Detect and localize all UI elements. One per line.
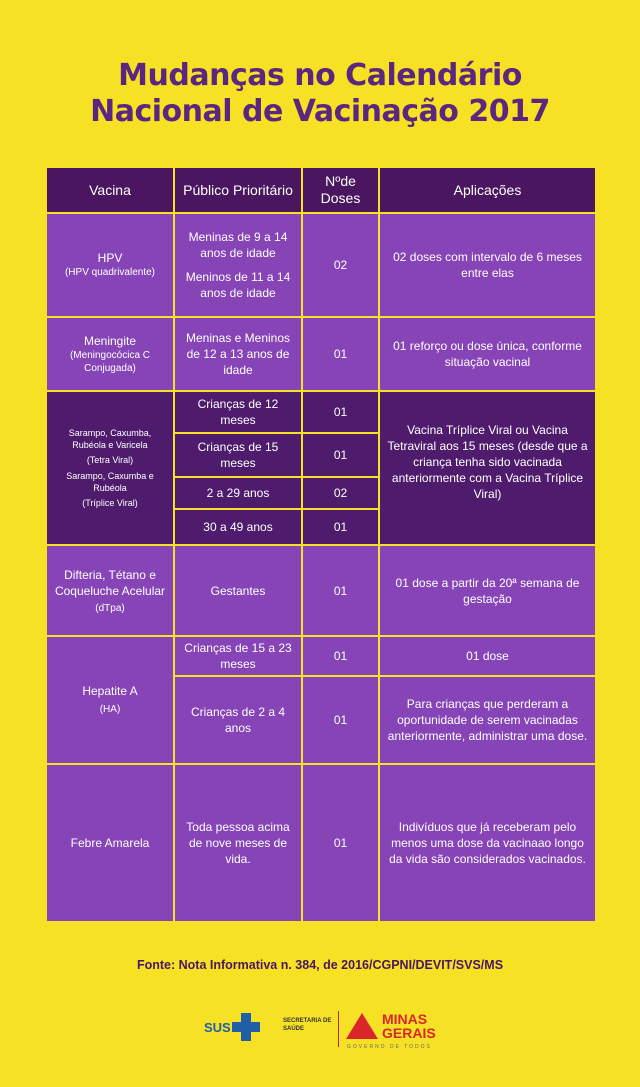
vaccine-subname: (Tetra Viral): [86, 455, 134, 465]
application-cell: Indivíduos que já receberam pelo menos uma dose da vacinaao longo da vida são considerados vacinados.: [379, 764, 596, 922]
secretaria-logo: [283, 1017, 331, 1033]
header-aplicacoes: Aplicações: [379, 167, 596, 213]
public-text: Meninos de 11 a 14 anos de idade: [185, 270, 291, 300]
vaccine-cell: [46, 636, 174, 764]
title-line-2: Nacional de Vacinação 2017: [90, 94, 550, 129]
header-doses: Nºde Doses: [302, 167, 379, 213]
vaccine-name: Difteria, Tétano e Coqueluche Acelular: [54, 567, 166, 598]
vaccine-cell: [46, 213, 174, 317]
application-cell: 02 doses com intervalo de 6 meses entre elas: [379, 213, 596, 317]
secretaria-line-1: SECRETARIA DE: [283, 1018, 332, 1024]
application-cell: 01 dose a partir da 20ª semana de gestação: [379, 545, 596, 636]
doses-cell: 01: [302, 391, 379, 433]
doses-cell: 01: [302, 509, 379, 545]
doses-cell: 01: [302, 317, 379, 391]
governo-tagline: GOVERNO DE TODOS: [347, 1044, 432, 1050]
table-row: [46, 317, 596, 391]
vaccine-name: HPV: [97, 251, 123, 265]
table-row: [46, 636, 596, 676]
application-cell: 01 dose: [379, 636, 596, 676]
public-cell: Crianças de 15 meses: [174, 433, 302, 477]
vaccination-table: [45, 166, 597, 923]
vaccine-subname: (HA): [99, 704, 121, 715]
vaccine-cell: [46, 764, 174, 922]
vaccine-cell: [46, 545, 174, 636]
doses-cell: 01: [302, 764, 379, 922]
table-header-row: [46, 167, 596, 213]
vaccine-subname: (Tríplice Viral): [82, 498, 138, 508]
public-cell: Crianças de 15 a 23 meses: [174, 636, 302, 676]
minas-gerais-logo: [382, 1012, 436, 1040]
sus-cross-icon: [232, 1013, 260, 1041]
logo-divider: [338, 1011, 339, 1047]
vaccine-subname: (Meningocócica C Conjugada): [69, 349, 151, 374]
logos-footer: [0, 1008, 640, 1058]
minas-line-2: GERAIS: [382, 1025, 436, 1041]
public-cell: 30 a 49 anos: [174, 509, 302, 545]
doses-cell: 02: [302, 477, 379, 509]
table-row: [46, 391, 596, 433]
minas-gerais-triangle-icon: [346, 1013, 378, 1039]
vaccine-subname: (HPV quadrivalente): [64, 267, 156, 278]
vaccine-name: Sarampo, Caxumba e Rubéola: [66, 471, 154, 493]
sus-logo-text: SUS: [204, 1020, 231, 1035]
header-publico: Público Prioritário: [174, 167, 302, 213]
secretaria-line-2: SAÚDE: [283, 1026, 305, 1032]
vaccine-name: Febre Amarela: [70, 835, 150, 850]
table-row: [46, 213, 596, 317]
page-title: [0, 58, 640, 130]
public-text: Meninas de 9 a 14 anos de idade: [188, 230, 288, 260]
vaccine-name: Hepatite A: [82, 684, 138, 698]
public-cell: 2 a 29 anos: [174, 477, 302, 509]
doses-cell: 01: [302, 433, 379, 477]
vaccine-cell: [46, 391, 174, 545]
doses-cell: 01: [302, 676, 379, 764]
vaccine-cell: [46, 317, 174, 391]
table-row: [46, 545, 596, 636]
minas-line-1: MINAS: [382, 1011, 428, 1027]
table-row: [46, 764, 596, 922]
vaccine-name: Meningite: [83, 333, 137, 348]
application-cell: 01 reforço ou dose única, conforme situação vacinal: [379, 317, 596, 391]
doses-cell: 01: [302, 636, 379, 676]
application-cell: Para crianças que perderam a oportunidade de serem vacinadas anteriormente, administrar uma dose.: [379, 676, 596, 764]
header-vacina: Vacina: [46, 167, 174, 213]
doses-cell: 01: [302, 545, 379, 636]
public-cell: [174, 213, 302, 317]
public-cell: Meninas e Meninos de 12 a 13 anos de idade: [174, 317, 302, 391]
public-cell: Crianças de 12 meses: [174, 391, 302, 433]
title-line-1: Mudanças no Calendário: [118, 58, 522, 93]
source-note: Fonte: Nota Informativa n. 384, de 2016/CGPNI/DEVIT/SVS/MS: [136, 958, 504, 972]
application-cell: Vacina Tríplice Viral ou Vacina Tetraviral aos 15 meses (desde que a criança tenha sido vacinada anteriormente com a Vacina Tríplice Viral): [379, 391, 596, 545]
vaccine-subname: (dTpa): [95, 602, 125, 614]
vaccine-name: Sarampo, Caxumba, Rubéola e Varicela: [68, 428, 152, 450]
public-cell: Toda pessoa acima de nove meses de vida.: [174, 764, 302, 922]
public-cell: Crianças de 2 a 4 anos: [174, 676, 302, 764]
doses-cell: 02: [302, 213, 379, 317]
public-cell: Gestantes: [174, 545, 302, 636]
